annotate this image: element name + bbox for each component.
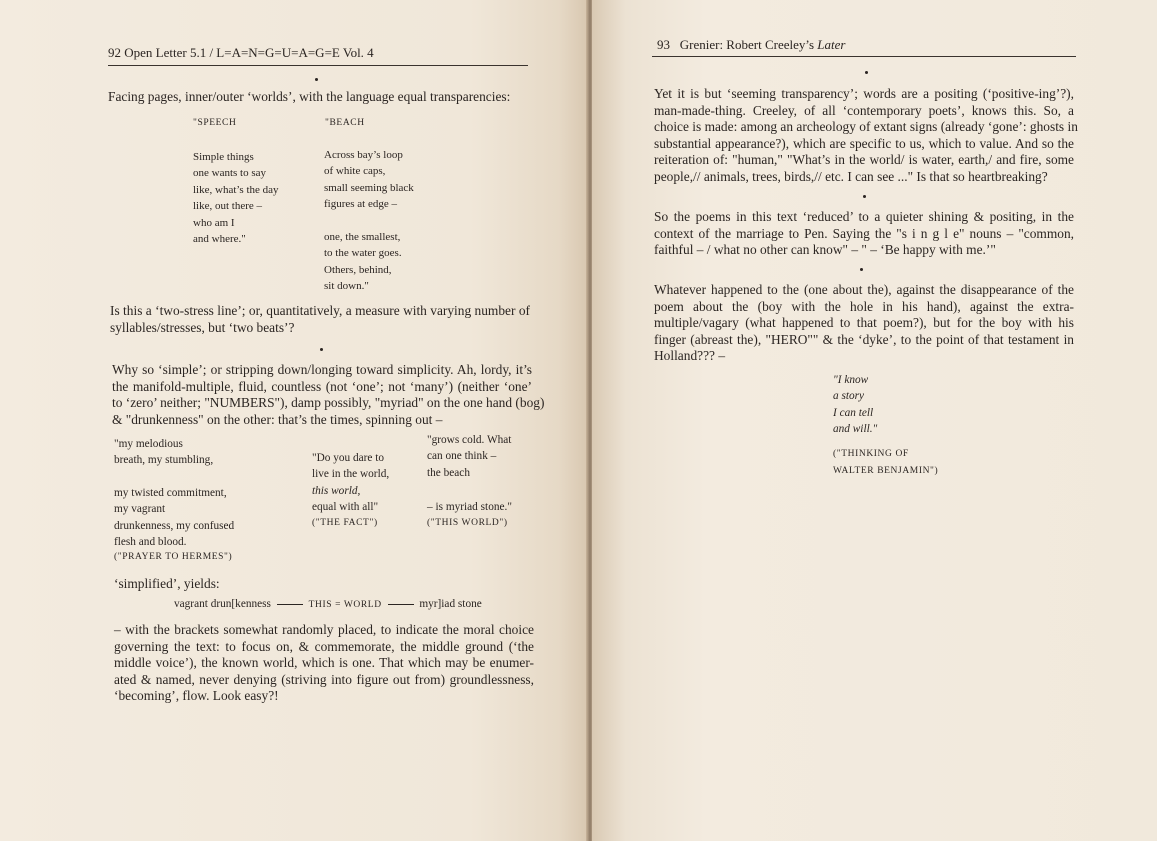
poem-line: one, the smallest, bbox=[324, 231, 401, 243]
text-line: finger (abreast the), "HERO"" & the ‘dyke’, to the point of that testament in bbox=[654, 331, 1074, 347]
poem-line: can one think – bbox=[427, 450, 497, 463]
poem-beach-title: "BEACH bbox=[325, 118, 365, 128]
quote-world-source: ("THIS WORLD") bbox=[427, 518, 508, 528]
paragraph-two-stress bbox=[110, 303, 530, 336]
dash-rule bbox=[277, 604, 303, 605]
poem-line: like, out there – bbox=[193, 200, 263, 213]
text-line: middle voice’), the known world, which is one. That which may be enumer- bbox=[114, 655, 534, 671]
poem-line: I can tell bbox=[833, 406, 874, 419]
paragraph-reduced bbox=[654, 209, 1074, 259]
paragraph-simple bbox=[112, 362, 545, 428]
poem-line: live in the world, bbox=[312, 468, 390, 481]
running-head-left: 92 Open Letter 5.1 / L=A=N=G=U=A=G=E Vol. 4 bbox=[108, 45, 374, 60]
poem-line: "my melodious bbox=[114, 438, 183, 450]
poem-line: like, what’s the day bbox=[193, 183, 279, 196]
text-line: Is this a ‘two-stress line’; or, quantitatively, a measure with varying number of bbox=[110, 303, 530, 318]
running-head-text: Grenier: Robert Creeley’s bbox=[679, 37, 815, 52]
simplified-label: ‘simplified’, yields: bbox=[114, 576, 220, 591]
text-line: to ‘zero’ neither; "NUMBERS"), damp possibly, "myriad" on the one hand (bog) bbox=[112, 395, 545, 411]
text-line: syllables/stresses, but ‘two beats’? bbox=[110, 319, 295, 335]
paragraph-whatever bbox=[654, 282, 1074, 365]
intro-text: Facing pages, inner/outer ‘worlds’, with the language equal transparencies: bbox=[108, 89, 511, 104]
poem-line: drunkenness, my confused bbox=[114, 519, 235, 532]
poem-line: and where." bbox=[193, 232, 246, 245]
text-line: multiple/vagary (what happened to that poem?), but for the boy with his bbox=[654, 315, 1074, 331]
quote-fact bbox=[312, 450, 389, 516]
poem-line: a story bbox=[833, 390, 865, 403]
text-line: faithful – / what no other can know" – " – ‘Be happy with me.’" bbox=[654, 242, 996, 258]
header-rule bbox=[652, 56, 1076, 57]
poem-line: who am I bbox=[193, 216, 235, 229]
poem-line: "Do you dare to bbox=[312, 452, 385, 464]
poem-line: figures at edge – bbox=[324, 198, 397, 211]
poem-line: – is myriad stone." bbox=[427, 501, 512, 513]
poem-line: this world, bbox=[312, 484, 361, 497]
quote-world-part1 bbox=[427, 432, 511, 481]
text-line: Whatever happened to the (one about the), against the disappearance of the bbox=[654, 282, 1074, 297]
poem-beach-stanza1 bbox=[324, 147, 414, 213]
running-head-right bbox=[657, 37, 845, 53]
poem-line: and will." bbox=[833, 423, 878, 436]
poem-line: small seeming black bbox=[324, 181, 414, 194]
poem-line: "I know bbox=[833, 374, 869, 386]
poem-line: sit down." bbox=[324, 280, 369, 293]
text-line: substantial appearance?), which are specific to us, which to value. And so the bbox=[654, 135, 1074, 151]
paragraph-brackets bbox=[114, 622, 534, 705]
poem-speech-lines bbox=[193, 149, 279, 247]
poem-line: my vagrant bbox=[114, 503, 166, 516]
quote-i-know bbox=[833, 372, 877, 438]
section-dot bbox=[315, 78, 318, 81]
poem-line: Across bay’s loop bbox=[324, 149, 403, 161]
formula-part: vagrant drun[kenness bbox=[174, 598, 271, 610]
text-line: context of the marriage to Pen. Saying the "s i n g l e" nouns – "common, bbox=[654, 225, 1074, 241]
poem-line: "grows cold. What bbox=[427, 434, 512, 446]
text-line: Why so ‘simple’; or stripping down/longing toward simplicity. Ah, lordy, it’s bbox=[112, 362, 532, 377]
section-dot bbox=[320, 348, 323, 351]
poem-line: the beach bbox=[427, 466, 470, 479]
section-dot bbox=[860, 268, 863, 271]
text-line: ‘becoming’, flow. Look easy?! bbox=[114, 688, 279, 704]
poem-line: equal with all" bbox=[312, 501, 379, 514]
poem-line: flesh and blood. bbox=[114, 536, 187, 549]
quote-world-part2 bbox=[427, 499, 512, 515]
text-line: reiteration of: "human," "What’s in the world/ is water, earth,/ and fire, some bbox=[654, 152, 1074, 168]
text-line: governing the text: to focus on, & commemorate, the middle ground (‘the bbox=[114, 638, 534, 654]
poem-line: my twisted commitment, bbox=[114, 487, 227, 499]
formula-part: THIS = WORLD bbox=[308, 600, 382, 610]
page-number: 93 bbox=[657, 37, 670, 52]
poem-line: breath, my stumbling, bbox=[114, 454, 214, 467]
text-line: – with the brackets somewhat randomly placed, to indicate the moral choice bbox=[114, 622, 534, 637]
paragraph-transparency bbox=[654, 86, 1078, 186]
poem-line: to the water goes. bbox=[324, 247, 402, 260]
text-line: ated & named, never denying (striving into figure out from) groundlessness, bbox=[114, 671, 534, 687]
text-line: people,// animals, trees, birds,// etc. I can see ..." Is that so heartbreaking? bbox=[654, 168, 1048, 184]
text-line: the manifold-multiple, fluid, countless (not ‘one’; not ‘many’) (neither ‘one’ bbox=[112, 378, 532, 394]
poem-beach-stanza2 bbox=[324, 229, 402, 295]
poem-line: of white caps, bbox=[324, 165, 386, 178]
text-line: choice is made: among an archeology of extant signs (already ‘gone’: ghosts in bbox=[654, 119, 1078, 135]
text-line: Yet it is but ‘seeming transparency’; words are a positing (‘positive-ing’?), bbox=[654, 86, 1074, 101]
poem-line: Simple things bbox=[193, 151, 254, 163]
text-line: man-made-thing. Creeley, of all ‘contemporary poets’, knows this. So, a bbox=[654, 102, 1074, 118]
quote-fact-source: ("THE FACT") bbox=[312, 518, 378, 528]
poem-line: Others, behind, bbox=[324, 263, 392, 276]
quote-prayer-source: ("PRAYER TO HERMES") bbox=[114, 552, 233, 562]
text-line: So the poems in this text ‘reduced’ to a quieter shining & positing, in the bbox=[654, 209, 1074, 224]
quote-prayer-part1 bbox=[114, 436, 213, 469]
quote-prayer-part2 bbox=[114, 485, 234, 551]
poem-speech-title: "SPEECH bbox=[193, 118, 237, 128]
dash-rule bbox=[388, 604, 414, 605]
text-line: Holland??? – bbox=[654, 348, 726, 364]
poem-line: one wants to say bbox=[193, 167, 267, 180]
quote-source-line2: WALTER BENJAMIN") bbox=[833, 466, 939, 476]
right-page bbox=[592, 0, 1157, 841]
text-line: & "drunkenness" on the other: that’s the times, spinning out – bbox=[112, 411, 443, 427]
running-head-title: Later bbox=[817, 37, 846, 52]
text-line: poem about the (boy with the hole in his hand), against the extra- bbox=[654, 298, 1074, 314]
formula-line bbox=[174, 598, 482, 610]
section-dot bbox=[865, 71, 868, 74]
header-rule bbox=[108, 65, 528, 66]
formula-part: myr]iad stone bbox=[419, 598, 482, 610]
quote-source-line1: ("THINKING OF bbox=[833, 449, 909, 459]
section-dot bbox=[863, 195, 866, 198]
